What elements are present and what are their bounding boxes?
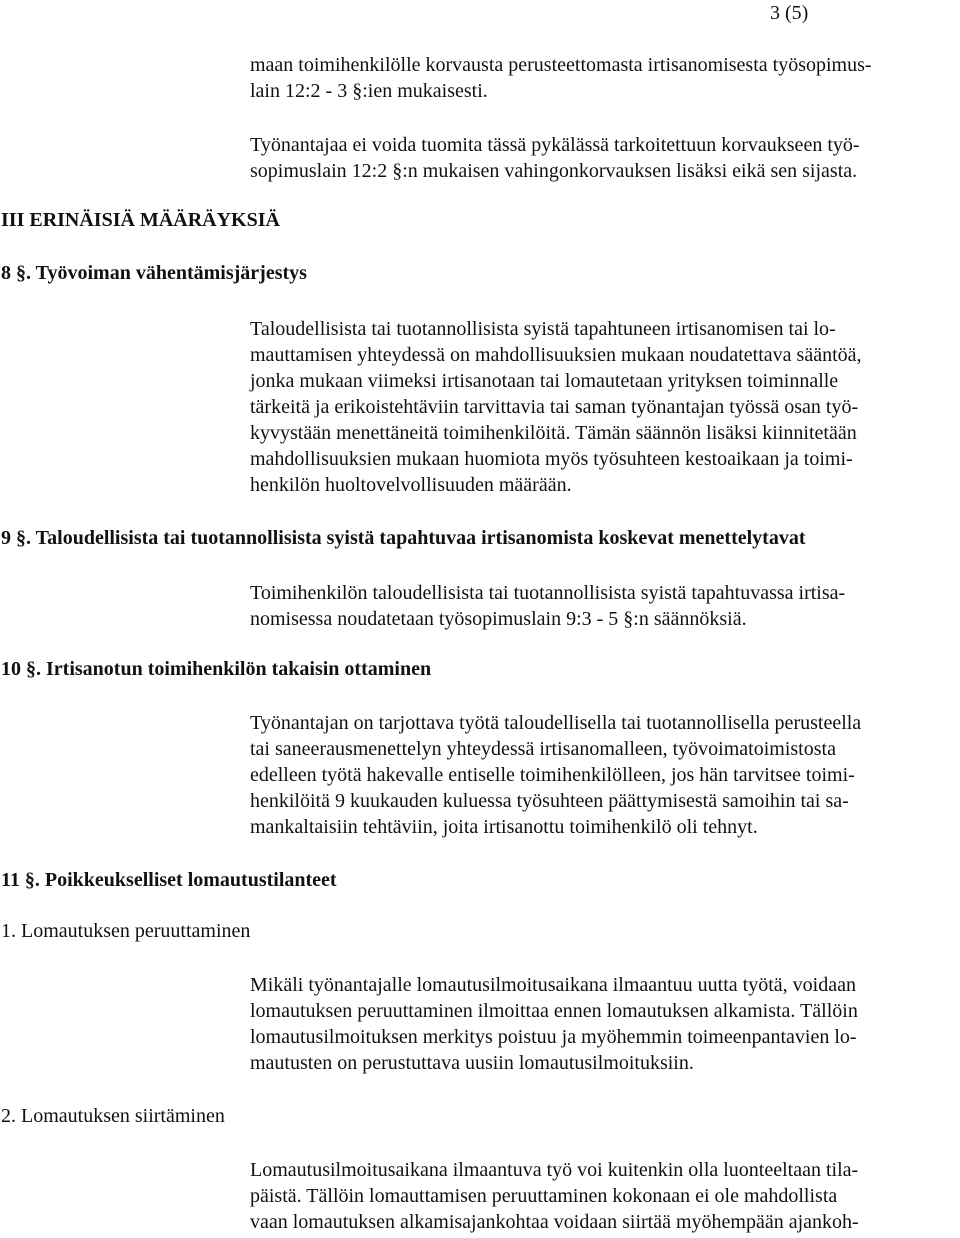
section-heading-10: 10 §. Irtisanotun toimihenkilön takaisin ottaminen: [1, 658, 432, 680]
paragraph-no-double-damages: [250, 132, 952, 184]
text-line: sopimuslain 12:2 §:n mukaisen vahingonkorvauksen lisäksi eikä sen sijasta.: [250, 160, 858, 182]
paragraph-section-10: [250, 710, 952, 840]
section-heading-9: 9 §. Taloudellisista tai tuotannollisista syistä tapahtuvaa irtisanomista koskevat menettelytavat: [1, 527, 806, 549]
text-line: mauttamisen yhteydessä on mahdollisuuksien mukaan noudatettava sääntöä,: [250, 344, 862, 366]
paragraph-section-9: [250, 580, 952, 632]
text-line: Työnantajan on tarjottava työtä taloudellisella tai tuotannollisella perusteella: [250, 712, 862, 734]
text-line: Toimihenkilön taloudellisista tai tuotannollisista syistä tapahtuvassa irtisa-: [250, 582, 846, 604]
text-line: jonka mukaan viimeksi irtisanotaan tai lomautetaan yrityksen toiminnalle: [250, 370, 839, 392]
section-heading-11: 11 §. Poikkeukselliset lomautustilanteet: [1, 869, 337, 891]
text-line: tärkeitä ja erikoistehtäviin tarvittavia tai saman työnantajan työssä osan työ-: [250, 396, 859, 418]
paragraph-section-11-2: [250, 1157, 952, 1235]
text-line: Lomautusilmoitusaikana ilmaantuva työ voi kuitenkin olla luonteeltaan tila-: [250, 1159, 859, 1181]
text-line: mautusten on perustuttava uusiin lomautusilmoituksiin.: [250, 1052, 694, 1074]
text-line: henkilön huoltovelvollisuuden määrään.: [250, 474, 572, 496]
section-heading-8: 8 §. Työvoiman vähentämisjärjestys: [1, 262, 307, 284]
text-line: vaan lomautuksen alkamisajankohtaa voidaan siirtää myöhempään ajankoh-: [250, 1211, 859, 1233]
text-line: maan toimihenkilölle korvausta perusteettomasta irtisanomisesta työsopimus-: [250, 54, 872, 76]
paragraph-intro-continuation: [250, 52, 952, 104]
paragraph-section-11-1: [250, 972, 952, 1076]
text-line: lain 12:2 - 3 §:ien mukaisesti.: [250, 80, 488, 102]
subheading-11-2: 2. Lomautuksen siirtäminen: [1, 1105, 225, 1127]
part-heading-iii: III ERINÄISIÄ MÄÄRÄYKSIÄ: [1, 209, 280, 231]
text-line: päistä. Tällöin lomauttamisen peruuttaminen kokonaan ei ole mahdollista: [250, 1185, 838, 1207]
text-line: Työnantajaa ei voida tuomita tässä pykälässä tarkoitettuun korvaukseen työ-: [250, 134, 860, 156]
text-line: edelleen työtä hakevalle entiselle toimihenkilölleen, jos hän tarvitsee toimi-: [250, 764, 855, 786]
text-line: lomautuksen peruuttaminen ilmoittaa ennen lomautuksen alkamista. Tällöin: [250, 1000, 858, 1022]
text-line: lomautusilmoituksen merkitys poistuu ja myöhemmin toimeenpantavien lo-: [250, 1026, 857, 1048]
text-line: mankaltaisiin tehtäviin, joita irtisanottu toimihenkilö oli tehnyt.: [250, 816, 758, 838]
page-number: 3 (5): [770, 2, 809, 24]
text-line: henkilöitä 9 kuukauden kuluessa työsuhteen päättymisestä samoihin tai sa-: [250, 790, 849, 812]
text-line: Mikäli työnantajalle lomautusilmoitusaikana ilmaantuu uutta työtä, voidaan: [250, 974, 856, 996]
text-line: kyvystään menettäneitä toimihenkilöitä. Tämän säännön lisäksi kiinnitetään: [250, 422, 857, 444]
subheading-11-1: 1. Lomautuksen peruuttaminen: [1, 920, 251, 942]
text-line: nomisessa noudatetaan työsopimuslain 9:3 - 5 §:n säännöksiä.: [250, 608, 747, 630]
paragraph-section-8: [250, 316, 952, 498]
text-line: tai saneerausmenettelyn yhteydessä irtisanomalleen, työvoimatoimistosta: [250, 738, 836, 760]
text-line: mahdollisuuksien mukaan huomiota myös työsuhteen kestoaikaan ja toimi-: [250, 448, 853, 470]
text-line: Taloudellisista tai tuotannollisista syistä tapahtuneen irtisanomisen tai lo-: [250, 318, 836, 340]
